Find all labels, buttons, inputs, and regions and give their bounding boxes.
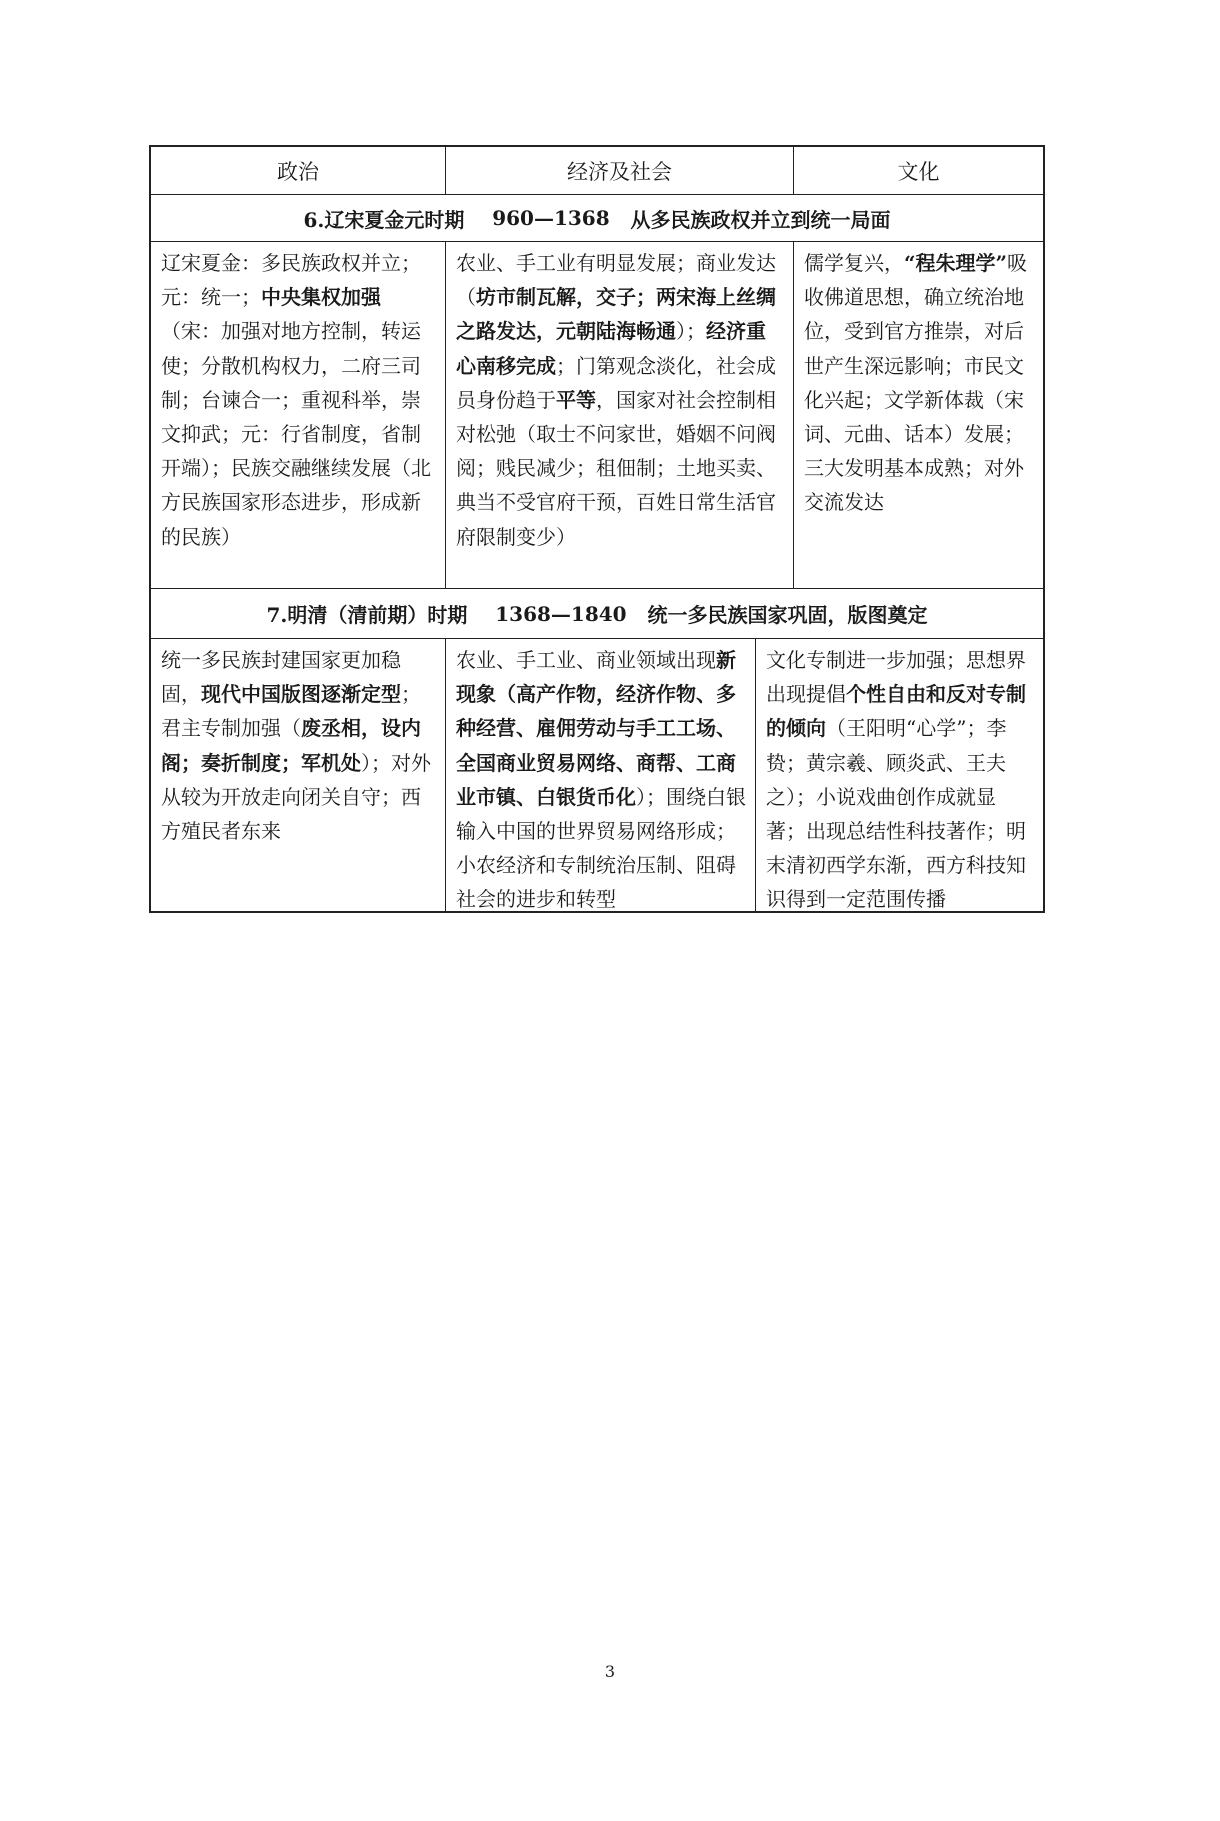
cell-text-segment: 吸收佛道思想，确立统治地位，受到官方推崇，对后世产生深远影响；市民文化兴起；文学新体裁（宋词、元曲、话本）发展；三大发明基本成熟；对外交流发达 bbox=[804, 251, 1028, 515]
cell-text-segment: 经济重心南移完成 bbox=[456, 319, 766, 378]
cell-text-segment: 现代中国版图逐渐定型 bbox=[201, 682, 401, 707]
period6-content-row bbox=[151, 242, 1043, 589]
cell-text-segment: 新现象（高产作物，经济作物、多种经营、雇佣劳动与手工工场、全国商业贸易网络、商帮、工商业市镇、白银货币化 bbox=[456, 648, 736, 809]
period6-economy-cell bbox=[446, 242, 794, 588]
page-number: 3 bbox=[604, 1662, 616, 1681]
cell-text-segment: 统一多民族封建国家更加稳固， bbox=[161, 648, 401, 707]
cell-text-segment: 辽宋夏金：多民族政权并立；元：统一； bbox=[161, 251, 421, 310]
cell-text-segment: （王阳明“心学”；李贽；黄宗羲、顾炎武、王夫之）；小说戏曲创作成就显著；出现总结性科技著作；明末清初西学东渐，西方科技知识得到一定范围传播 bbox=[766, 716, 1026, 912]
cell-text-segment: 中央集权加强 bbox=[261, 285, 381, 310]
header-economy: 经济及社会 bbox=[446, 147, 794, 194]
period7-years: 1368—1840 bbox=[495, 601, 627, 626]
cell-text-segment: ）； bbox=[676, 319, 706, 344]
cell-text-segment: ；君主专制加强（ bbox=[161, 682, 421, 741]
period6-title: 6.辽宋夏金元时期 bbox=[303, 207, 465, 232]
cell-text-segment: ）；围绕白银输入中国的世界贸易网络形成；小农经济和专制统治压制、阻碍社会的进步和转型 bbox=[456, 784, 746, 912]
cell-text-segment: （宋：加强对地方控制，转运使；分散机构权力，二府三司制；台谏合一；重视科举，崇文抑武；元：行省制度，省制开端）； bbox=[161, 319, 421, 481]
cell-text-segment: 废丞相，设内阁；奏折制度；军机处 bbox=[161, 716, 421, 775]
period7-economy-cell bbox=[446, 639, 756, 911]
period6-politics-cell bbox=[151, 242, 446, 588]
cell-text-segment: 儒学复兴， bbox=[804, 251, 904, 275]
cell-text-segment: 平等 bbox=[556, 387, 596, 412]
cell-text-segment: ）；对外从较为开放走向闭关自守；西方殖民者东来 bbox=[161, 750, 431, 844]
cell-text-segment: 民族交融继续发展（北方民族国家形态进步，形成新的民族） bbox=[161, 456, 431, 549]
cell-text-segment: 农业、手工业有明显发展；商业发达（ bbox=[456, 251, 776, 310]
history-table bbox=[149, 145, 1045, 913]
header-row bbox=[151, 147, 1043, 195]
cell-text-segment: 个性自由和反对专制的倾向 bbox=[766, 682, 1026, 741]
header-politics: 政治 bbox=[151, 147, 446, 194]
period7-theme: 统一多民族国家巩固，版图奠定 bbox=[647, 603, 928, 627]
period6-theme: 从多民族政权并立到统一局面 bbox=[630, 207, 891, 232]
period7-content-row bbox=[151, 639, 1043, 911]
period7-title-row bbox=[151, 589, 1043, 639]
cell-text-segment: ；门第观念淡化，社会成员身份趋于 bbox=[456, 353, 776, 412]
period7-culture-cell bbox=[756, 639, 1043, 911]
period7-politics-cell bbox=[151, 639, 446, 911]
period6-title-row bbox=[151, 195, 1043, 242]
period6-culture-cell bbox=[794, 242, 1043, 588]
cell-text-segment: 坊市制瓦解，交子；两宋海上丝绸之路发达，元朝陆海畅通 bbox=[456, 285, 776, 344]
period7-title: 7.明清（清前期）时期 bbox=[266, 603, 468, 627]
period6-years: 960—1368 bbox=[492, 206, 610, 230]
cell-text-segment: “程朱理学” bbox=[904, 251, 1008, 275]
cell-text-segment: ，国家对社会控制相对松弛（取士不问家世，婚姻不问阀阅；贱民减少；租佃制；土地买卖、典当不受官府干预，百姓日常生活官府限制变少） bbox=[456, 387, 776, 549]
header-culture: 文化 bbox=[897, 159, 940, 184]
cell-text-segment: 文化专制进一步加强；思想界出现提倡 bbox=[766, 648, 1026, 707]
cell-text-segment: 农业、手工业、商业领域出现 bbox=[456, 648, 716, 672]
